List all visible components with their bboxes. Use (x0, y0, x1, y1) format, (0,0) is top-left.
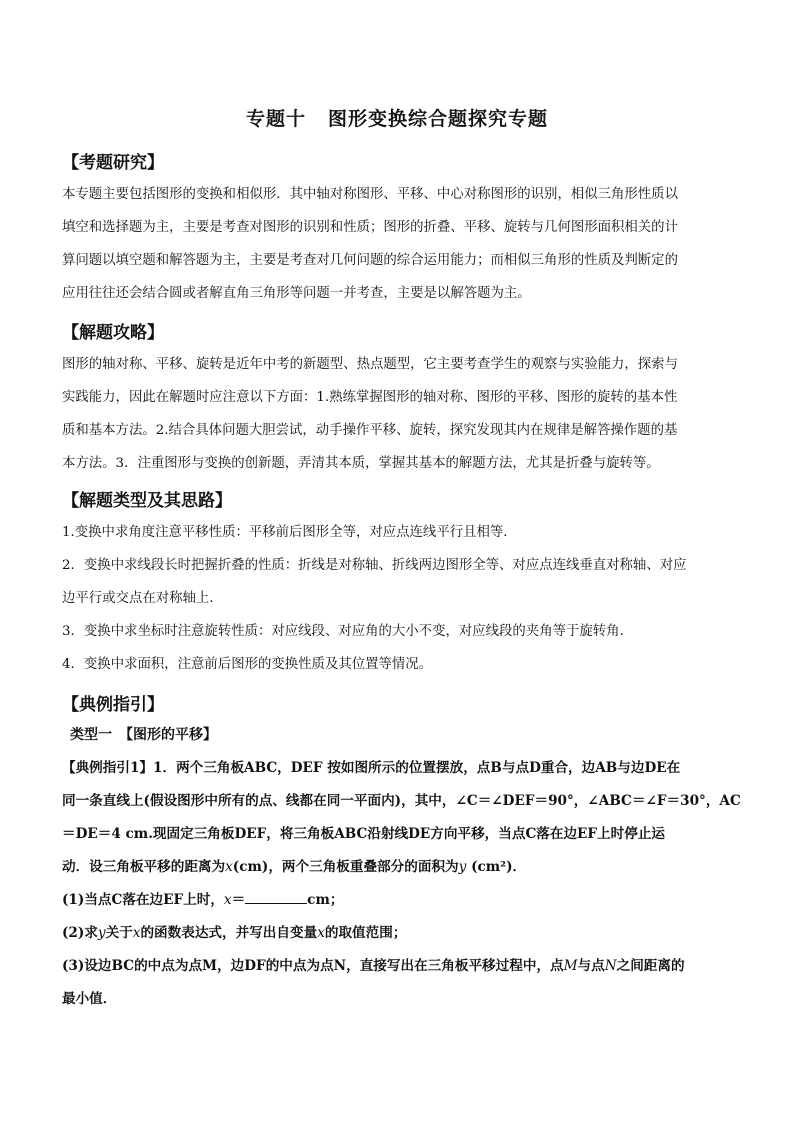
example-type-1: 类型一 【图形的平移】 (70, 727, 217, 743)
heading-research: 【考题研究】 (62, 153, 164, 173)
question-3-cont: 最小值． (62, 991, 117, 1007)
research-line-2: 填空和选择题为主，主要是考查对图形的识别和性质；图形的折叠、平移、旋转与几何图形面积相关的计 (62, 220, 678, 235)
types-line-3: 边平行或交点在对称轴上． (62, 591, 223, 606)
paragraph-strategy (62, 348, 732, 480)
page-title (0, 104, 794, 131)
var-y: y (97, 925, 106, 941)
var-n: N (604, 958, 617, 974)
strategy-line-2: 实践能力，因此在解题时应注意以下方面：1.熟练掌握图形的轴对称、图形的平移、图形的旋转的基本性 (62, 390, 678, 405)
var-m: M (563, 958, 578, 974)
problem-line-3: ＝DE＝4 cm.现固定三角板DEF，将三角板ABC沿射线DE方向平移，当点C落在边EF上时停止运 (62, 826, 666, 842)
var-x: x (223, 892, 232, 908)
heading-types: 【解题类型及其思路】 (62, 491, 232, 511)
strategy-line-4: 本方法。3．注重图形与变换的创新题，弄清其本质，掌握其基本的解题方法，尤其是折叠与旋转等。 (62, 456, 660, 471)
research-line-1: 本专题主要包括图形的变换和相似形．其中轴对称图形、平移、中心对称图形的识别，相似三角形性质以 (62, 187, 678, 202)
types-line-2: 2．变换中求线段长时把握折叠的性质：折线是对称轴、折线两边图形全等、对应点连线垂直对称轴、对应 (62, 558, 687, 573)
research-line-3: 算问题以填空题和解答题为主，主要是考查对几何问题的综合运用能力；而相似三角形的性质及判断定的 (62, 253, 678, 268)
question-3: (3)设边BC的中点为点M，边DF的中点为点N，直接写出在三角板平移过程中，点M与点N之间距离的 (62, 958, 685, 974)
heading-strategy: 【解题攻略】 (62, 323, 164, 343)
problem-line-2: 同一条直线上(假设图形中所有的点、线都在同一平面内)，其中，∠C＝∠DEF＝90°，∠ABC＝∠F＝30°，AC (62, 793, 741, 809)
question-2: (2)求y关于x的函数表达式，并写出自变量x的取值范围； (62, 925, 407, 941)
example-problem (62, 752, 741, 1016)
problem-line-1: 【典例指引1】1．两个三角板ABC，DEF 按如图所示的位置摆放，点B与点D重合，边AB与边DE在 (62, 760, 681, 776)
title-topic-number: 专题十 (245, 108, 306, 130)
answer-blank[interactable] (245, 889, 307, 904)
var-x: x (317, 925, 325, 941)
types-line-4: 3．变换中求坐标时注意旋转性质：对应线段、对应角的大小不变，对应线段的夹角等于旋转角. (62, 624, 624, 639)
problem-line-4: 动．设三角板平移的距离为x(cm)，两个三角板重叠部分的面积为y (cm²)． (62, 859, 527, 875)
paragraph-research (62, 178, 732, 310)
strategy-line-3: 质和基本方法。2.结合具体问题大胆尝试，动手操作平移、旋转，探究发现其内在规律是解答操作题的基 (62, 423, 678, 438)
types-line-1: 1.变换中求角度注意平移性质：平移前后图形全等，对应点连线平行且相等． (62, 525, 517, 540)
var-y: y (458, 859, 467, 875)
heading-examples: 【典例指引】 (62, 695, 164, 715)
paragraph-types (62, 516, 732, 681)
strategy-line-1: 图形的轴对称、平移、旋转是近年中考的新题型、热点题型，它主要考查学生的观察与实验能力，探索与 (62, 357, 678, 372)
types-line-5: 4．变换中求面积，注意前后图形的变换性质及其位置等情况。 (62, 657, 433, 672)
var-x: x (225, 859, 233, 875)
var-x: x (132, 925, 141, 941)
research-line-4: 应用往往还会结合圆或者解直角三角形等问题一并考查，主要是以解答题为主。 (62, 286, 531, 301)
title-topic-name: 图形变换综合题探究专题 (328, 108, 549, 130)
question-1: (1)当点C落在边EF上时，x＝ cm； (62, 884, 732, 917)
